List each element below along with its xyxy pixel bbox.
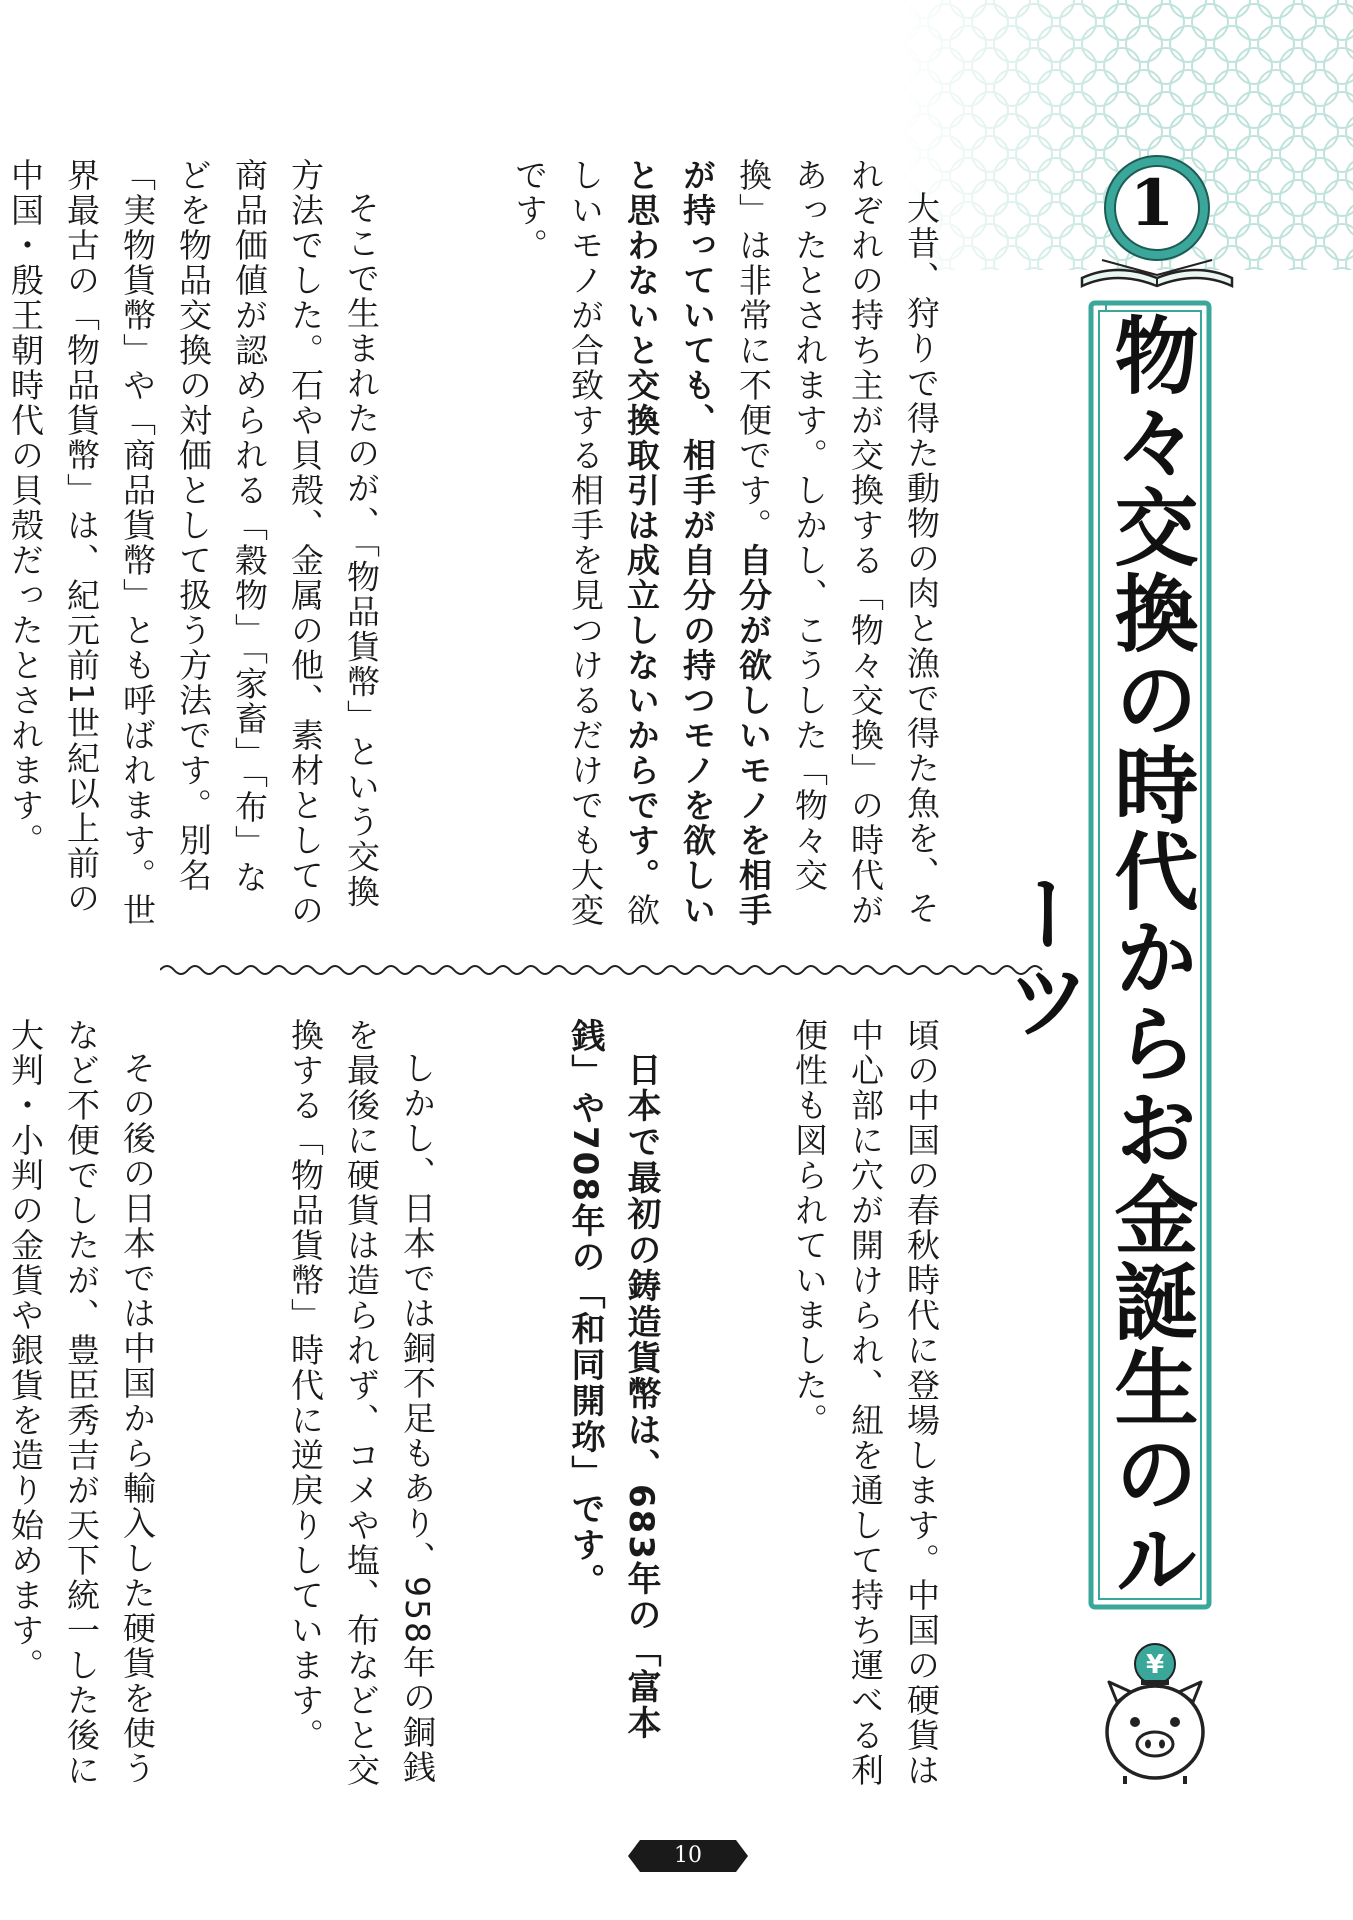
paragraph: しかし、日本では銅不足もあり、958年の銅銭を最後に硬貨は造られず、コメや塩、布などと交換する「物品貨幣」時代に逆戻りしています。	[286, 1018, 437, 1788]
page-number: 10	[674, 1843, 702, 1868]
paragraph: そこで生まれたのが、「物品貨幣」という交換方法でした。石や貝殻、金属の他、素材としての商品価値が認められる「穀物」「家畜」「布」などを物品交換の対価として扱う方法です。別名「実物貨幣」や「商品貨幣」とも呼ばれます。世界最古の「物品貨幣」は、紀元前1世紀以上前の中国・殷王朝時代の貝殻だったとされます。	[6, 158, 381, 928]
wavy-divider	[160, 960, 1050, 980]
piggy-bank-yen-icon	[1095, 1640, 1215, 1790]
paragraph: 大昔、狩りで得た動物の肉と漁で得た魚を、それぞれの持ち主が交換する「物々交換」の時代があったとされます。しかし、こうした「物々交換」は非常に不便です。自分が欲しいモノを相手が持っていても、相手が自分の持つモノを欲しいと思わないと交換取引は成立しないからです。欲しいモノが合致する相手を見つけるだけでも大変です。	[510, 158, 941, 928]
upper-body-text	[6, 158, 1061, 928]
paragraph: 頃の中国の春秋時代に登場します。中国の硬貨は中心部に穴が開けられ、紐を通して持ち運べる利便性も図られていました。	[790, 1018, 941, 1788]
paragraph: その後の日本では中国から輸入した硬貨を使うなど不便でしたが、豊臣秀吉が天下統一した後に大判・小判の金貨や銀貨を造り始めます。	[6, 1018, 157, 1788]
emphasis-paragraph: 日本で最初の鋳造貨幣は、683年の「富本銭」や708年の「和同開珎」です。	[565, 1018, 661, 1741]
open-book-icon	[1082, 260, 1232, 286]
svg-text:¥: ¥	[1145, 1650, 1165, 1680]
chapter-title: 物々交換の時代からお金誕生のルーツ	[993, 312, 1199, 1602]
emphasis-text: 自分が欲しいモノを相手が持っていても、相手が自分の持つモノを欲しいと思わないと交換取引は成立しないからです。	[622, 158, 773, 928]
lower-body-text	[6, 1018, 1061, 1788]
chapter-number: 1	[1129, 166, 1175, 241]
